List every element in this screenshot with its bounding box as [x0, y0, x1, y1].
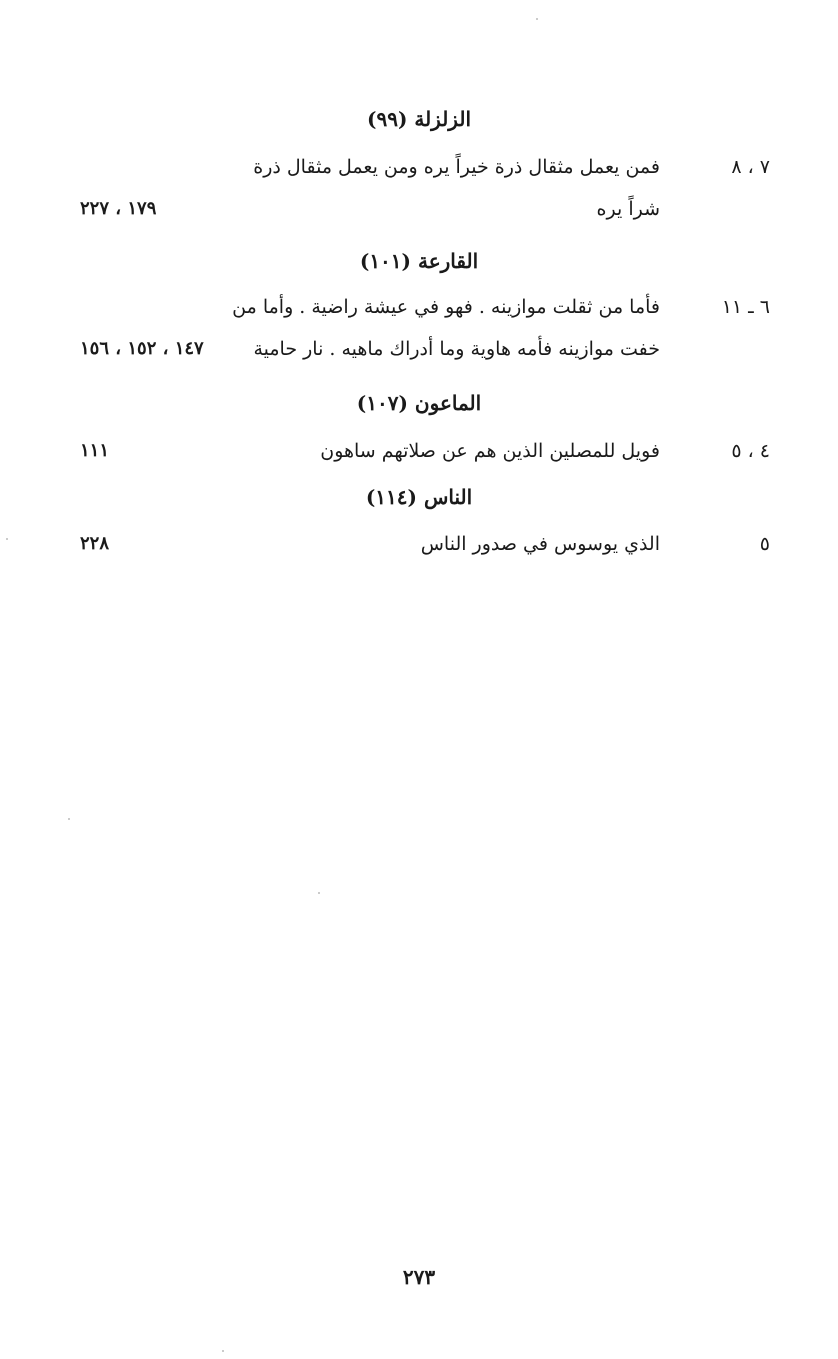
scan-speck: [222, 1350, 224, 1352]
scan-speck: [536, 18, 538, 20]
scan-speck: [318, 892, 320, 894]
page-references: ٢٢٨: [80, 533, 110, 554]
verse-number: ٤ ، ٥: [731, 440, 770, 462]
verse-text-line: فمن يعمل مثقال ذرة خيراً يره ومن يعمل مثقال ذرة: [253, 156, 660, 178]
surah-heading: القارعة (١٠١): [359, 249, 479, 273]
verse-text-line: شراً يره: [596, 198, 660, 220]
page-references: ١٤٧ ، ١٥٢ ، ١٥٦: [80, 338, 204, 359]
page-number: ٢٧٣: [402, 1265, 436, 1289]
scan-speck: [6, 538, 8, 540]
verse-text-line: فأما من ثقلت موازينه . فهو في عيشة راضية . وأما من: [232, 296, 660, 318]
surah-heading: الماعون (١٠٧): [356, 391, 482, 415]
verse-number: ٦ ـ ١١: [721, 296, 770, 318]
page-references: ١٧٩ ، ٢٢٧: [80, 198, 157, 219]
surah-heading: الزلزلة (٩٩): [366, 107, 471, 131]
verse-text-line: فويل للمصلين الذين هم عن صلاتهم ساهون: [320, 440, 660, 462]
verse-text-line: الذي يوسوس في صدور الناس: [420, 533, 660, 555]
page-references: ١١١: [80, 440, 110, 461]
verse-number: ٧ ، ٨: [731, 156, 770, 178]
scan-speck: [68, 818, 70, 820]
surah-heading: الناس (١١٤): [365, 485, 473, 509]
verse-number: ٥: [759, 533, 770, 555]
verse-text-line: خفت موازينه فأمه هاوية وما أدراك ماهيه . نار حامية: [253, 338, 660, 360]
